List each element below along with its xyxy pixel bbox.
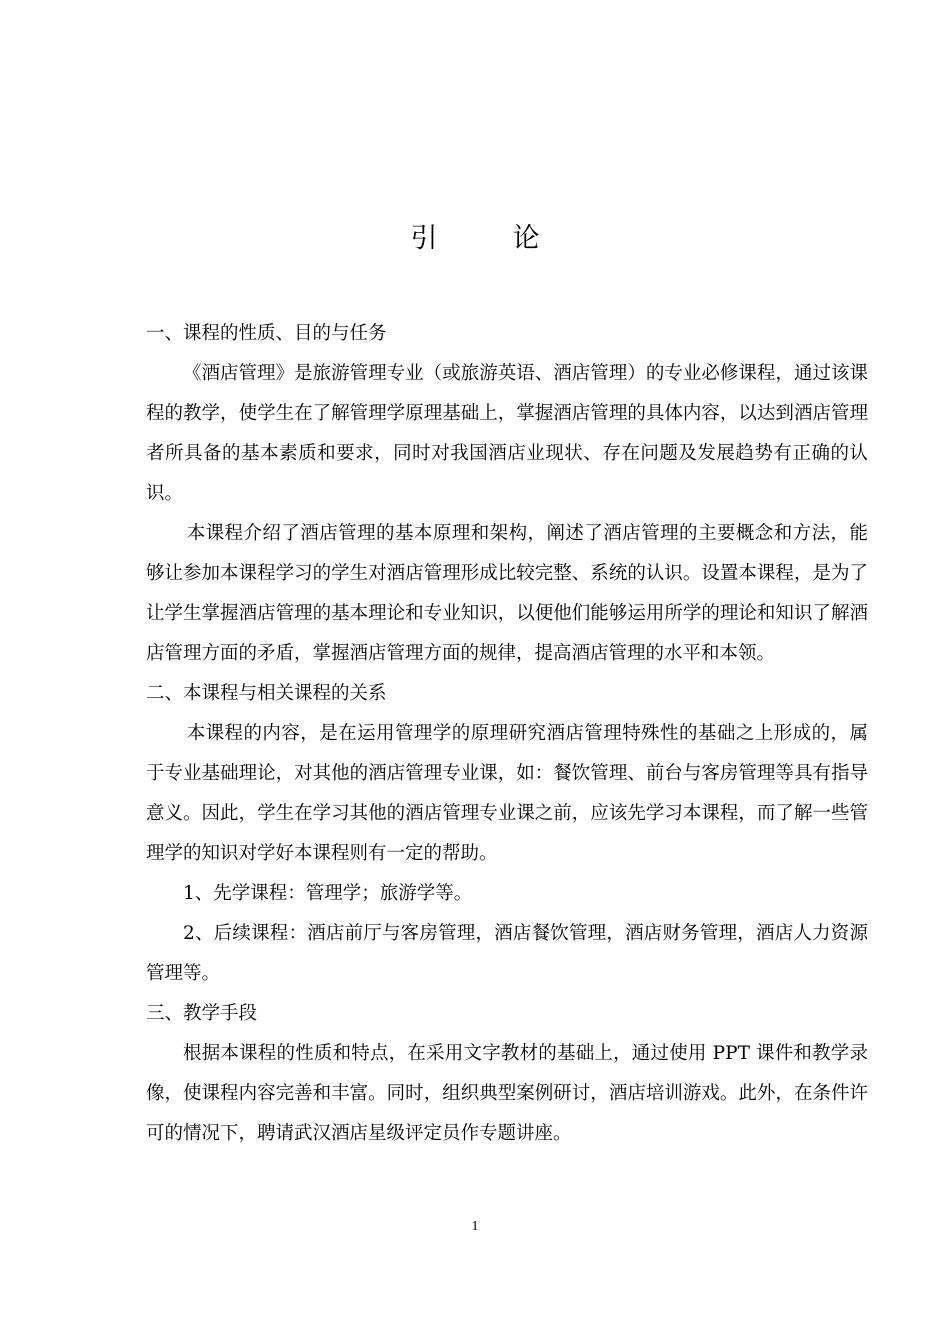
- page-number: 1: [471, 1219, 479, 1234]
- page-title: 引 论: [410, 223, 564, 254]
- list-item: 1、先学课程：管理学；旅游学等。: [183, 883, 473, 904]
- section-heading-3: 三、教学手段: [146, 1003, 258, 1024]
- document-body: [146, 314, 868, 1154]
- section-heading-2: 二、本课程与相关课程的关系: [146, 683, 387, 704]
- paragraph: 本课程介绍了酒店管理的基本原理和架构，阐述了酒店管理的主要概念和方法，能够让参加本课程学习的学生对酒店管理形成比较完整、系统的认识。设置本课程，是为了让学生掌握酒店管理的基本理论和专业知识，以便他们能够运用所学的理论和知识了解酒店管理方面的矛盾，掌握酒店管理方面的规律，提高酒店管理的水平和本领。: [146, 523, 868, 664]
- paragraph: 根据本课程的性质和特点，在采用文字教材的基础上，通过使用 PPT 课件和教学录像，使课程内容完善和丰富。同时，组织典型案例研讨，酒店培训游戏。此外，在条件许可的情况下，聘请武汉酒店星级评定员作专题讲座。: [146, 1043, 868, 1144]
- section-heading-1: 一、课程的性质、目的与任务: [146, 323, 387, 344]
- list-item: 2、后续课程：酒店前厅与客房管理，酒店餐饮管理，酒店财务管理，酒店人力资源管理等。: [146, 923, 868, 984]
- paragraph: 《酒店管理》是旅游管理专业（或旅游英语、酒店管理）的专业必修课程，通过该课程的教学，使学生在了解管理学原理基础上，掌握酒店管理的具体内容，以达到酒店管理者所具备的基本素质和要求，同时对我国酒店业现状、存在问题及发展趋势有正确的认识。: [146, 363, 868, 504]
- paragraph: 本课程的内容，是在运用管理学的原理研究酒店管理特殊性的基础之上形成的，属于专业基础理论，对其他的酒店管理专业课，如：餐饮管理、前台与客房管理等具有指导意义。因此，学生在学习其他的酒店管理专业课之前，应该先学习本课程，而了解一些管理学的知识对学好本课程则有一定的帮助。: [146, 723, 868, 864]
